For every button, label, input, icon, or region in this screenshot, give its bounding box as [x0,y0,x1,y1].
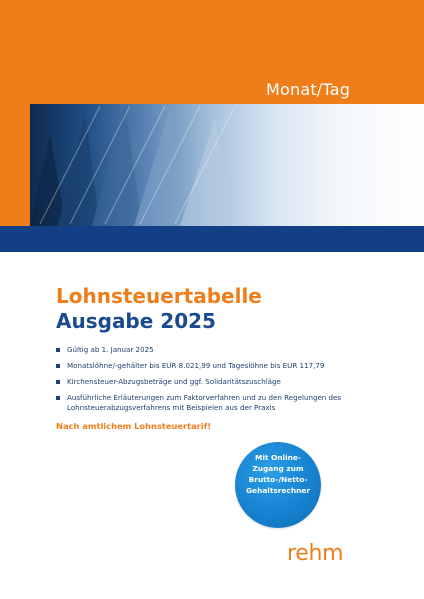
feature-item [56,393,396,413]
feature-item [56,345,396,355]
feature-item [56,361,396,371]
feature-text: Monatslöhne/-gehälter bis EUR 8.021,99 und Tageslöhne bis EUR 117,79 [67,361,325,370]
feature-text: Ausführliche Erläuterungen zum Faktorverfahren und zu den Regelungen des Lohnsteuerabzugsverfahrens mit Beispielen aus der Praxis [67,393,342,412]
book-title: Lohnsteuertabelle [56,284,262,308]
bullet-square-icon [56,380,60,384]
tagline: Nach amtlichem Lohnsteuertarif! [56,421,211,431]
badge-line: Gehaltsrechner [245,486,310,495]
bullet-square-icon [56,364,60,368]
edition-label: Monat/Tag [266,80,351,99]
bullet-square-icon [56,396,60,400]
online-access-badge [235,442,321,528]
bullet-square-icon [56,348,60,352]
navy-band [0,226,424,252]
feature-list [56,345,396,419]
badge-line: Mit Online- [255,453,301,462]
cover-photo-graphic [30,104,424,226]
book-edition: Ausgabe 2025 [56,309,216,333]
feature-item [56,377,396,387]
publisher-logo: rehm [287,541,344,566]
badge-text [235,452,321,496]
badge-line: Zugang zum [252,464,304,473]
badge-line: Brutto-/Netto- [248,475,308,484]
feature-text: Gültig ab 1. Januar 2025 [67,345,154,354]
feature-text: Kirchensteuer-Abzugsbeträge und ggf. Solidaritätszuschläge [67,377,281,386]
cover-photo [30,104,424,226]
